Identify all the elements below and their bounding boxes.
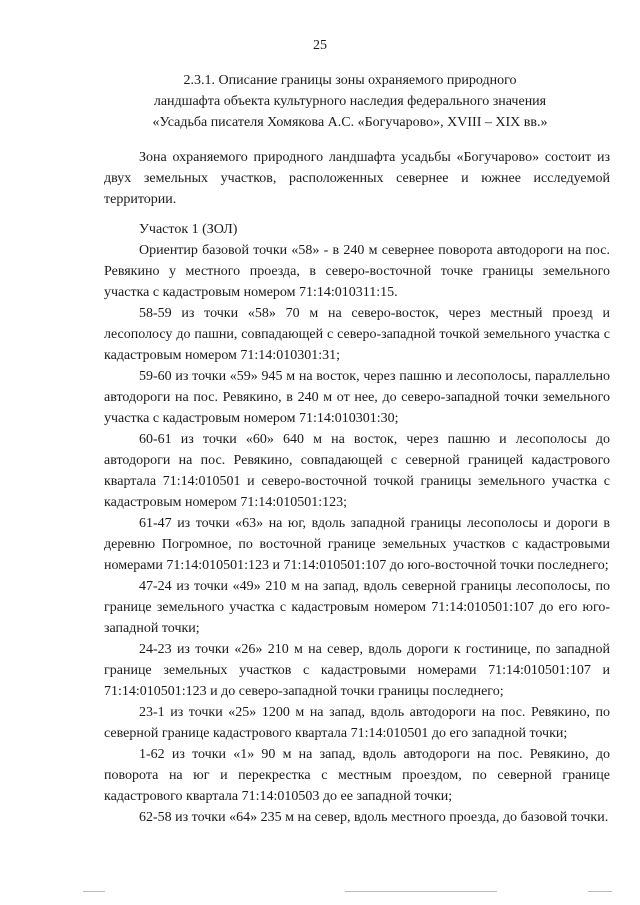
scan-mark — [345, 891, 497, 892]
boundary-clause: 58-59 из точки «58» 70 м на северо-восток, через местный проезд и лесополосу до пашни, совпадающей с северо-западной точкой земельного участка с кадастровым номером 71:14:010301:31; — [104, 306, 610, 363]
boundary-clause: 61-47 из точки «63» на юг, вдоль западной границы лесополосы и дороги в деревню Погромное, по восточной границе земельных участков с кадастровыми номерами 71:14:010501:123 и 71:14:010501:107 до юго-восточной точки последнего; — [104, 516, 610, 573]
page-number: 25 — [313, 38, 327, 53]
section-heading — [100, 70, 600, 133]
heading-line: «Усадьба писателя Хомякова А.С. «Богучарово», XVIII – XIX вв.» — [152, 115, 548, 130]
plot-title: Участок 1 (ЗОЛ) — [139, 222, 238, 237]
boundary-clause: 47-24 из точки «49» 210 м на запад, вдоль северной границы лесополосы, по границе земельного участка с кадастровым номером 71:14:010501:107 до его юго-западной точки; — [104, 579, 610, 636]
scan-artifact — [0, 889, 640, 895]
scan-mark — [83, 891, 105, 892]
boundary-clause: 23-1 из точки «25» 1200 м на запад, вдоль автодороги на пос. Ревякино, по северной границе кадастрового квартала 71:14:010501 до его западной точки; — [104, 705, 610, 741]
boundary-clause: 59-60 из точки «59» 945 м на восток, через пашню и лесополосы, параллельно автодороги на пос. Ревякино, в 240 м от нее, до северо-западной точки земельного участка с кадастровым номером 71:14:010301:30; — [104, 369, 610, 426]
boundary-clause: Ориентир базовой точки «58» - в 240 м севернее поворота автодороги на пос. Ревякино у местного проезда, в северо-восточной точке границы земельного участка с кадастровым номером 71:14:010311:15. — [104, 243, 610, 300]
boundary-clause: 1-62 из точки «1» 90 м на запад, вдоль автодороги на пос. Ревякино, до поворота на юг и перекрестка с местным проездом, по северной границе кадастрового квартала 71:14:010503 до ее западной точки; — [104, 747, 610, 804]
intro-paragraph: Зона охраняемого природного ландшафта усадьбы «Богучарово» состоит из двух земельных участков, расположенных севернее и южнее исследуемой территории. — [104, 150, 610, 207]
boundary-clause: 62-58 из точки «64» 235 м на север, вдоль местного проезда, до базовой точки. — [139, 810, 609, 825]
boundary-clause: 60-61 из точки «60» 640 м на восток, через пашню и лесополосы до автодороги на пос. Ревякино, совпадающей с северной границей кадастрового квартала 71:14:010501 и северо-восточной точкой границы земельного участка с кадастровым номером 71:14:010501:123; — [104, 432, 610, 510]
heading-line: ландшафта объекта культурного наследия федерального значения — [153, 94, 547, 109]
scan-mark — [588, 891, 612, 892]
boundary-clause: 24-23 из точки «26» 210 м на север, вдоль дороги к гостинице, по западной границе земельных участков с кадастровыми номерами 71:14:010501:107 и 71:14:010501:123 и до северо-западной точки границы последнего; — [104, 642, 610, 699]
heading-line: 2.3.1. Описание границы зоны охраняемого природного — [183, 73, 517, 88]
boundary-description — [104, 240, 610, 828]
